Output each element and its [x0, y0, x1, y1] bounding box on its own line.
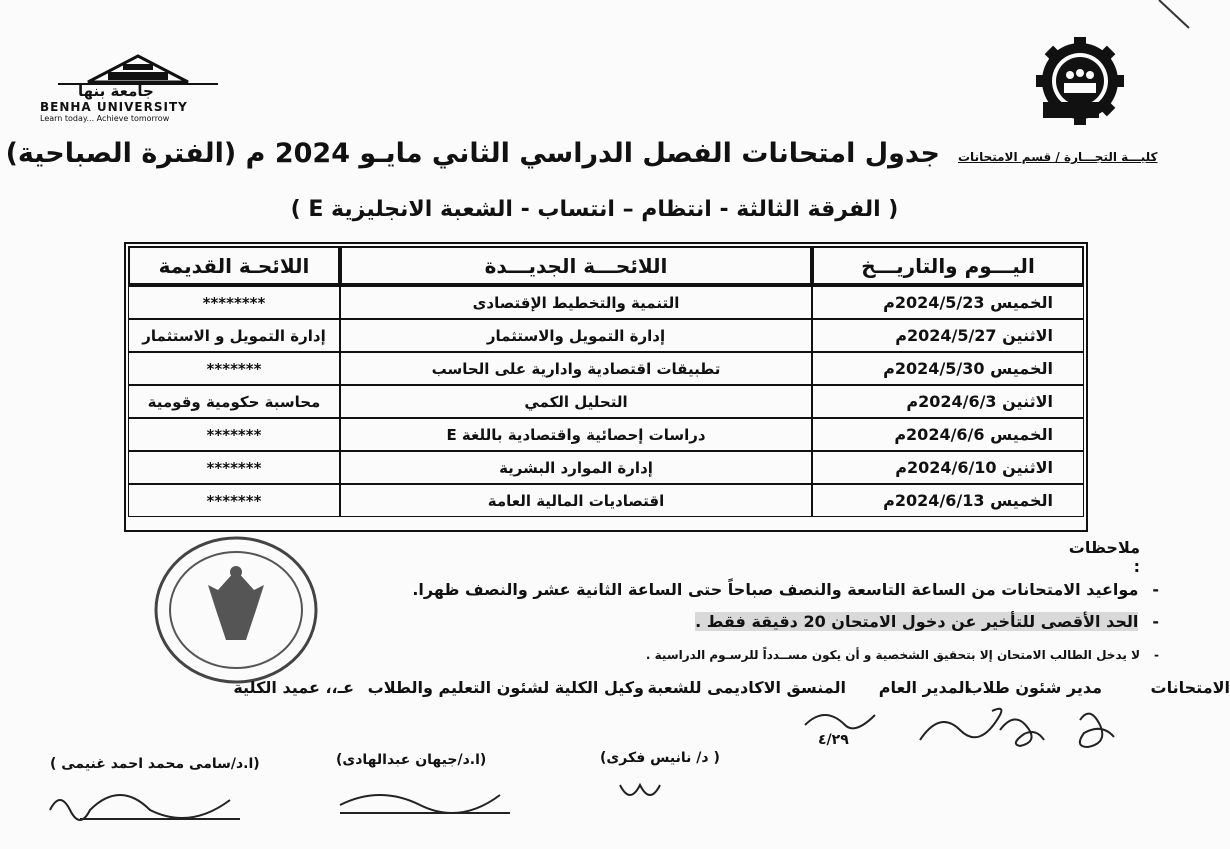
handwritten-date: ٤/٢٩ — [818, 732, 849, 748]
table-row — [128, 352, 1084, 385]
cell-date: الاثنين 2024/6/3م — [812, 385, 1084, 418]
cell-date: الخميس 2024/6/13م — [812, 484, 1084, 517]
department-label: كليـــة التجـــارة / قسم الامتحانات — [958, 150, 1158, 164]
note-bullet: - — [1152, 612, 1159, 631]
faculty-of-commerce-gear-logo — [1005, 38, 1155, 124]
note-text: مواعيد الامتحانات من الساعة التاسعة والنصف صباحاً حتى الساعة الثانية عشر والنصف ظهرا. — [412, 580, 1139, 599]
cell-old-regulation: ******** — [128, 286, 340, 319]
note-bullet: - — [1152, 580, 1159, 599]
signatory-name-dean: (ا.د/سامى محمد احمد غنيمى ) — [50, 756, 260, 772]
university-name-arabic: جامعة بنها — [78, 82, 154, 100]
cell-old-regulation: محاسبة حكومية وقومية — [128, 385, 340, 418]
cell-date: الاثنين 2024/5/27م — [812, 319, 1084, 352]
cell-old-regulation: ******* — [128, 418, 340, 451]
exam-schedule-table-frame — [124, 242, 1088, 532]
signature-title-general-manager: المدير العام — [878, 678, 970, 697]
column-header-old-regulation: اللائحـة القديمة — [128, 246, 340, 286]
signatory-name-coordinator: ( د/ نانيس فكرى) — [600, 750, 720, 766]
signature-title-academic-coordinator: المنسق الاكاديمى للشعبة — [647, 678, 846, 697]
note-item — [646, 648, 1159, 662]
signature-title-dean: عـ،، عميد الكلية — [233, 678, 354, 697]
signatory-name-vice-dean: (ا.د/جيهان عبدالهادى) — [336, 752, 487, 768]
signature-title-student-affairs-manager: مدير شئون طلاب — [966, 678, 1102, 697]
cell-old-regulation: إدارة التمويل و الاستثمار — [128, 319, 340, 352]
exam-schedule-table — [128, 246, 1084, 517]
signature-title-exams: الامتحانات — [1150, 678, 1230, 697]
table-row — [128, 385, 1084, 418]
cell-old-regulation: ******* — [128, 352, 340, 385]
cell-date: الخميس 2024/6/6م — [812, 418, 1084, 451]
page-title: جدول امتحانات الفصل الدراسي الثاني مايـو 2024 م (الفترة الصباحية) — [5, 138, 940, 169]
university-name-english: BENHA UNIVERSITY — [40, 100, 188, 114]
cell-new-regulation: التنمية والتخطيط الإقتصادى — [340, 286, 812, 319]
signature-title-vice-dean: وكيل الكلية لشئون التعليم والطلاب — [367, 678, 644, 697]
cell-new-regulation: إدارة الموارد البشرية — [340, 451, 812, 484]
university-tagline: Learn today... Achieve tomorrow — [40, 114, 170, 123]
cell-old-regulation: ******* — [128, 451, 340, 484]
note-item — [412, 580, 1159, 599]
cell-new-regulation: دراسات إحصائية واقتصادية باللغة E — [340, 418, 812, 451]
table-row — [128, 286, 1084, 319]
note-item — [695, 612, 1159, 631]
cell-new-regulation: تطبيقات اقتصادية وادارية على الحاسب — [340, 352, 812, 385]
cell-old-regulation: ******* — [128, 484, 340, 517]
note-text: الحد الأقصى للتأخير عن دخول الامتحان 20 دقيقة فقط . — [695, 612, 1139, 631]
handwritten-signatures-lower — [40, 775, 690, 835]
column-header-date: اليـــوم والتاريـــخ — [812, 246, 1084, 286]
table-row — [128, 418, 1084, 451]
table-row — [128, 484, 1084, 517]
cell-new-regulation: إدارة التمويل والاستثمار — [340, 319, 812, 352]
official-stamp-seal — [148, 530, 323, 690]
benha-university-logo — [38, 52, 238, 122]
page-corner-fold — [1149, 0, 1189, 40]
cell-new-regulation: اقتصاديات المالية العامة — [340, 484, 812, 517]
column-header-new-regulation: اللائحـــة الجديـــدة — [340, 246, 812, 286]
table-header-row — [128, 246, 1084, 286]
note-text: لا يدخل الطالب الامتحان إلا بتحقيق الشخصية و أن يكون مســدداً للرسـوم الدراسية . — [645, 648, 1141, 662]
page-subtitle: ( الفرقة الثالثة - انتظام – انتساب - الشعبة الانجليزية E ) — [290, 197, 899, 222]
table-row — [128, 319, 1084, 352]
cell-new-regulation: التحليل الكمي — [340, 385, 812, 418]
table-row — [128, 451, 1084, 484]
cell-date: الاثنين 2024/6/10م — [812, 451, 1084, 484]
cell-date: الخميس 2024/5/23م — [812, 286, 1084, 319]
note-bullet: - — [1154, 648, 1159, 662]
handwritten-signatures-upper — [800, 700, 1160, 760]
notes-title: ملاحظات : — [1068, 538, 1140, 576]
cell-date: الخميس 2024/5/30م — [812, 352, 1084, 385]
